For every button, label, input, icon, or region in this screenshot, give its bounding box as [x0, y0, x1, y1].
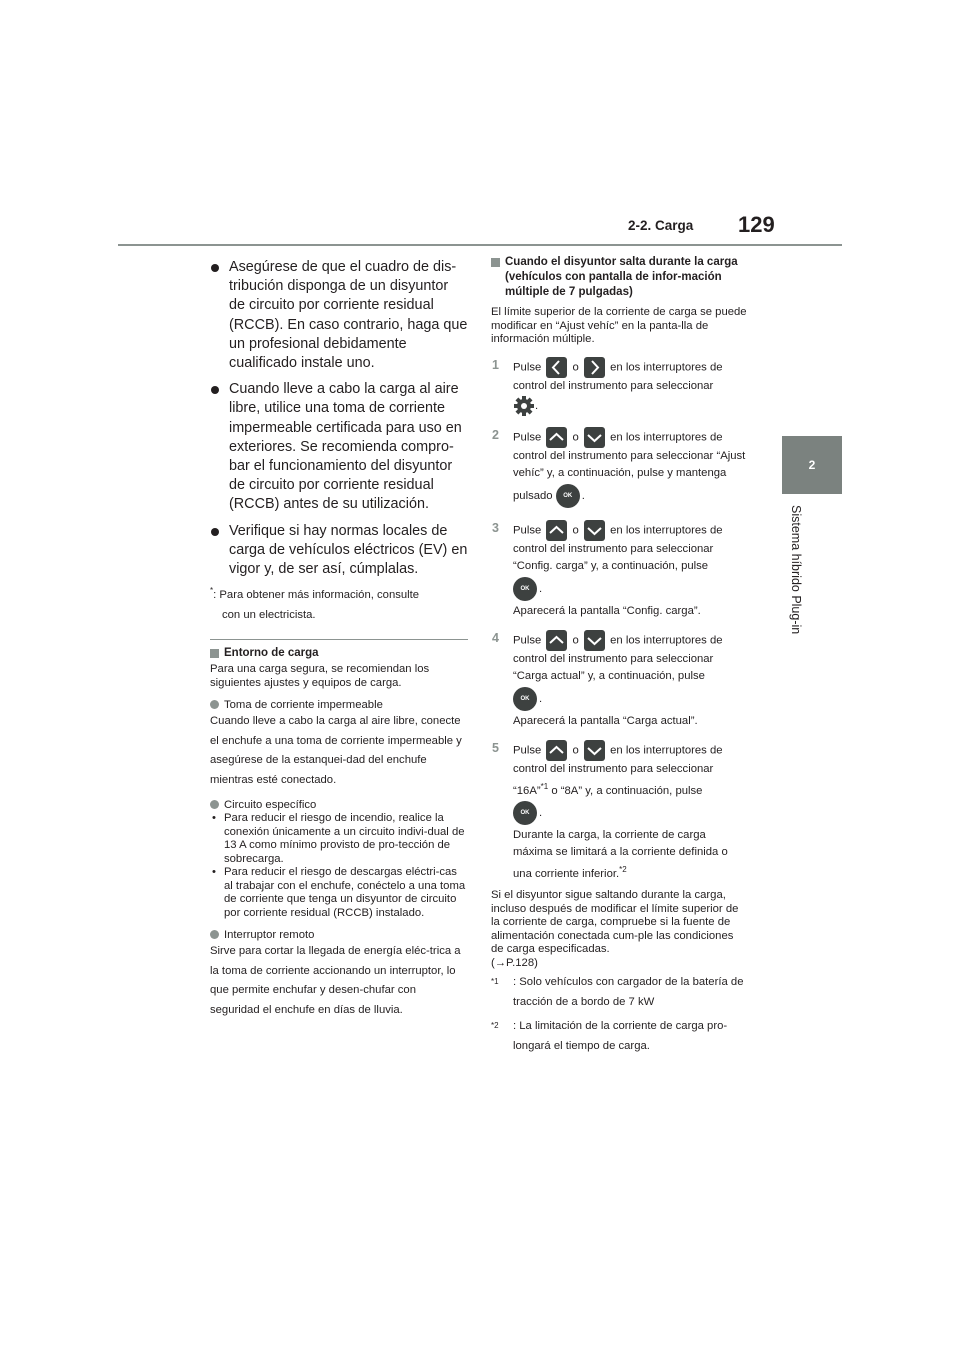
footnote: [491, 1016, 747, 1056]
step-2: [491, 427, 747, 510]
chevron-up-icon: [546, 740, 567, 761]
bullet-dot-icon: [211, 528, 219, 536]
step-text: en los interruptores de control del instrumento para seleccionar “Carga actual” y, a continuación, pulse: [513, 633, 723, 682]
bullet-text: Asegúrese de que el cuadro de dis-tribución disponga de un disyuntor de circuito por corriente residual (RCCB). En caso contrario, haga que un profesional debidamente cualificado instale uno.: [229, 259, 468, 372]
chevron-up-icon: [546, 520, 567, 541]
footnote-ref: *2: [619, 865, 627, 875]
page-reference: (→P.128): [491, 956, 538, 969]
bullet-dot-icon: [211, 386, 219, 394]
footnote-text: : Para obtener más información, consulte: [213, 589, 420, 602]
step-1: [491, 357, 747, 417]
chapter-tab: 2: [782, 436, 842, 494]
ok-button-icon: OK: [513, 801, 537, 825]
square-bullet-icon: [210, 649, 219, 658]
chevron-down-icon: [584, 740, 605, 761]
chapter-label-text: Sistema híbrido Plug-in: [789, 505, 803, 635]
footnote-mark: *: [210, 586, 214, 596]
footnote-text: : Solo vehículos con cargador de la batería de tracción de a bordo de 7 kW: [513, 976, 744, 1009]
ok-button-icon: OK: [513, 687, 537, 711]
item-heading: [210, 698, 468, 712]
warning-bullet: [210, 258, 468, 373]
footnote-mark: *2: [491, 1021, 499, 1031]
dash-item: • Para reducir el riesgo de descargas eléctri-cas al trabajar con el enchufe, conéctelo a una toma de corriente que tenga un disyuntor de circuito por corriente residual (RCCB) instalado.: [212, 866, 466, 919]
chapter-label: [781, 505, 811, 655]
section-title: 2-2. Carga: [628, 218, 694, 233]
chevron-up-icon: [546, 427, 567, 448]
step-text: Pulse: [513, 523, 542, 536]
circle-bullet-icon: [210, 700, 219, 709]
step-text: .: [581, 489, 585, 502]
footnote-mark: *1: [491, 977, 499, 987]
step-text: o: [572, 360, 579, 373]
footnote-ref: *1: [540, 781, 549, 791]
item-body: Cuando lleve a cabo la carga al aire libre, conecte el enchufe a una toma de corriente impermeable y asegúrese de la estanquei-dad del enchufe mientras esté conectado.: [210, 715, 462, 786]
ok-button-icon: OK: [556, 484, 580, 508]
step-text: en los interruptores de control del instrumento para seleccionar “Ajust vehíc” y, a continuación, pulse y mantenga pulsado: [513, 430, 746, 502]
dash-item: • Para reducir el riesgo de incendio, realice la conexión únicamente a un circuito indivi-dual de 13 A como mínimo provisto de pro-tección de sobrecarga.: [212, 812, 465, 865]
step-text: Pulse: [513, 430, 542, 443]
header-rule: [118, 244, 842, 246]
ok-button-icon: OK: [513, 577, 537, 601]
item-body: Sirve para cortar la llegada de energía eléc-trica a la toma de corriente accionando un interruptor, lo que permite enchufar y desen-chufar con seguridad el enchufe en días de lluvia.: [210, 945, 461, 1016]
section-heading-text: Entorno de carga: [224, 647, 319, 660]
bullet-text: Cuando lleve a cabo la carga al aire libre, utilice una toma de corriente impermeable certificada para uso en exteriores. Se recomienda compro-bar el funcionamiento del disyuntor de circuito por corriente residual (RCCB) antes de su utilización.: [229, 381, 462, 513]
item-heading: [210, 928, 468, 942]
footnote-text: : La limitación de la corriente de carga pro-longará el tiempo de carga.: [513, 1020, 728, 1053]
step-number: 2: [492, 427, 499, 442]
section-intro: Para una carga segura, se recomiendan los siguientes ajustes y equipos de carga.: [210, 663, 430, 689]
section-divider: [210, 639, 468, 640]
dash-item-text: Para reducir el riesgo de descargas eléctri-cas al trabajar con el enchufe, conéctelo a una toma de corriente que tenga un disyuntor de circuito por corriente residual (RCCB) instalado.: [224, 866, 466, 919]
dash-item-text: Para reducir el riesgo de incendio, realice la conexión únicamente a un circuito indivi-dual de 13 A como mínimo provisto de pro-tección de sobrecarga.: [224, 812, 465, 865]
chevron-down-icon: [584, 630, 605, 651]
item-heading: [210, 798, 468, 812]
bullet-dot-icon: [211, 264, 219, 272]
chevron-down-icon: [584, 427, 605, 448]
step-text: o “8A” y, a continuación, pulse: [548, 784, 703, 797]
circle-bullet-icon: [210, 800, 219, 809]
step-text: en los interruptores de control del instrumento para seleccionar “Config. carga” y, a continuación, pulse: [513, 523, 723, 572]
step-result: Aparecerá la pantalla “Carga actual”.: [513, 714, 698, 727]
step-text: en los interruptores de control del instrumento para seleccionar: [513, 360, 723, 392]
section-heading: [491, 255, 747, 300]
step-text: Pulse: [513, 633, 542, 646]
step-text: .: [539, 692, 543, 705]
step-text: .: [535, 399, 539, 412]
item-heading-text: Circuito específico: [224, 799, 317, 812]
step-3: [491, 520, 747, 620]
closing-paragraph: [491, 889, 747, 970]
section-intro: El límite superior de la corriente de carga se puede modificar en “Ajust vehíc” en la panta-lla de información múltiple.: [491, 306, 747, 345]
circle-bullet-icon: [210, 930, 219, 939]
item-heading-text: Toma de corriente impermeable: [224, 699, 383, 712]
step-4: [491, 630, 747, 730]
step-number: 4: [492, 630, 499, 645]
left-column: [210, 258, 468, 1020]
step-number: 1: [492, 357, 499, 372]
step-text: en los interruptores de control del instrumento para seleccionar “16A”: [513, 743, 723, 797]
step-text: o: [572, 633, 579, 646]
closing-text: Si el disyuntor sigue saltando durante la carga, incluso después de modificar el límite superior de la corriente de carga, compruebe si la fuente de alimentación conectada cum-ple las condiciones de carga especificadas.: [491, 889, 739, 956]
warning-bullet: [210, 522, 468, 580]
chevron-left-icon: [546, 357, 567, 378]
step-text: o: [572, 430, 579, 443]
footnote-cont: con un electricista.: [222, 609, 316, 622]
gear-icon: [513, 395, 535, 417]
step-number: 3: [492, 520, 499, 535]
step-result: Durante la carga, la corriente de carga máxima se limitará a la corriente definida o una corriente inferior.: [513, 829, 728, 881]
section-heading-text: Cuando el disyuntor salta durante la carga (vehículos con pantalla de infor-mación múltiple de 7 pulgadas): [505, 256, 738, 298]
step-5: [491, 740, 747, 884]
section-heading: [210, 646, 468, 661]
item-heading-text: Interruptor remoto: [224, 929, 315, 942]
step-number: 5: [492, 740, 499, 755]
step-result: Aparecerá la pantalla “Config. carga”.: [513, 604, 701, 617]
step-text: Pulse: [513, 743, 542, 756]
square-bullet-icon: [491, 258, 500, 267]
bullet-text: Verifique si hay normas locales de carga de vehículos eléctricos (EV) en vigor y, de ser así, cúmplalas.: [229, 522, 468, 578]
chevron-up-icon: [546, 630, 567, 651]
step-text: .: [539, 807, 543, 820]
warning-bullet: [210, 380, 468, 514]
step-text: .: [539, 582, 543, 595]
step-text: Pulse: [513, 360, 542, 373]
right-column: [491, 255, 747, 1056]
step-text: o: [572, 743, 579, 756]
footnote: [491, 972, 747, 1012]
step-text: o: [572, 523, 579, 536]
chevron-down-icon: [584, 520, 605, 541]
page-number: 129: [738, 212, 775, 237]
footnote: [210, 581, 468, 605]
chevron-right-icon: [584, 357, 605, 378]
